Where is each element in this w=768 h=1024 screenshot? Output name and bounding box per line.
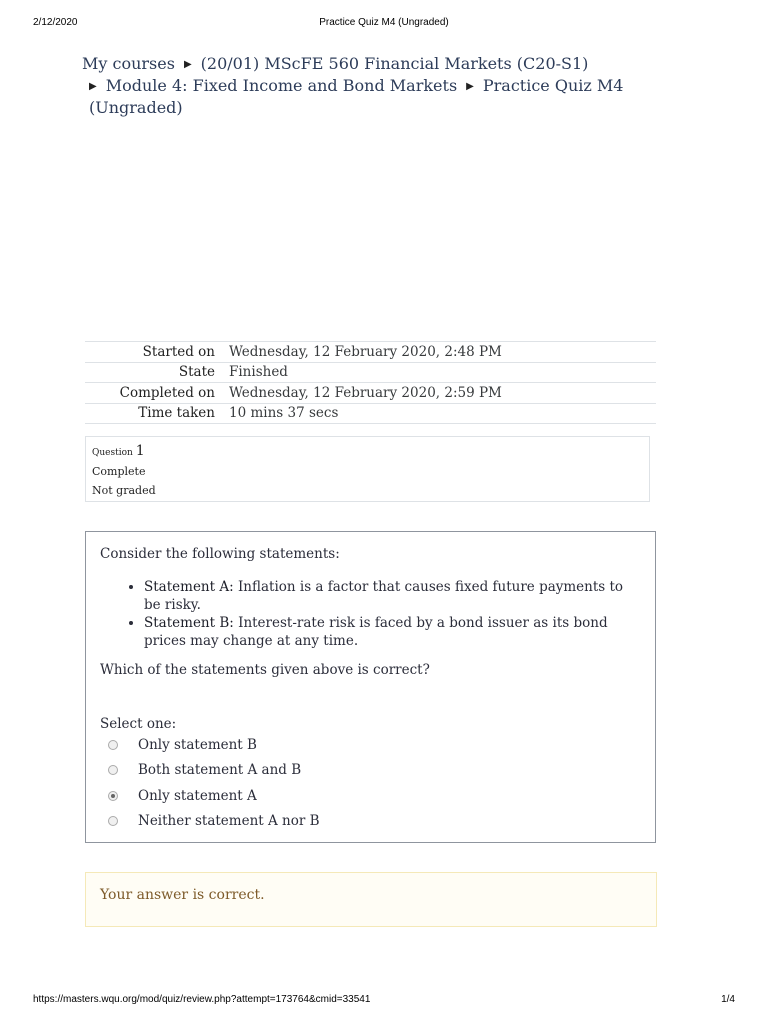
- breadcrumb-course[interactable]: (20/01) MScFE 560 Financial Markets (C20-S1): [200, 54, 589, 73]
- summary-row: [85, 403, 656, 424]
- summary-row: [85, 383, 656, 404]
- print-date: 2/12/2020: [33, 17, 78, 28]
- breadcrumb-separator-icon: ▶: [89, 81, 97, 92]
- statement-text: Inflation is a factor that causes fixed future payments to be risky.: [144, 579, 624, 613]
- breadcrumb-my-courses[interactable]: My courses: [82, 54, 175, 73]
- answer-option-label: Only statement A: [138, 787, 257, 804]
- statement-label: Statement B:: [144, 615, 234, 631]
- summary-value: Wednesday, 12 February 2020, 2:59 PM: [229, 383, 656, 404]
- breadcrumb-separator-icon: ▶: [183, 59, 192, 70]
- answer-options: [100, 732, 641, 834]
- answer-option-label: Both statement A and B: [138, 762, 302, 779]
- breadcrumb-separator-icon: ▶: [466, 81, 474, 92]
- answer-option[interactable]: [100, 809, 641, 835]
- summary-row: [85, 342, 656, 363]
- summary-label: Completed on: [85, 383, 229, 404]
- answer-feedback: Your answer is correct.: [85, 872, 657, 927]
- radio-button[interactable]: [108, 765, 118, 775]
- radio-button[interactable]: [108, 816, 118, 826]
- question-state: Complete: [92, 465, 146, 478]
- breadcrumb-module[interactable]: Module 4: Fixed Income and Bond Markets: [105, 76, 458, 95]
- breadcrumb-quiz[interactable]: Practice Quiz M4 (Ungraded): [89, 76, 624, 117]
- radio-button[interactable]: [108, 740, 118, 750]
- question-number-value: 1: [135, 443, 145, 459]
- attempt-summary-table: [85, 341, 656, 424]
- summary-label: Time taken: [85, 403, 229, 424]
- answer-option-label: Neither statement A nor B: [138, 813, 320, 830]
- answer-option[interactable]: [100, 732, 641, 758]
- statement-list: [100, 578, 641, 650]
- summary-row: [85, 362, 656, 383]
- answer-option-label: Only statement B: [138, 736, 257, 753]
- question-formulation: [85, 531, 656, 843]
- answer-option[interactable]: [100, 758, 641, 784]
- radio-button-selected[interactable]: [108, 791, 118, 801]
- question-info-box: [85, 436, 650, 502]
- summary-label: Started on: [85, 342, 229, 363]
- summary-value: Wednesday, 12 February 2020, 2:48 PM: [229, 342, 656, 363]
- statement-item: [144, 578, 641, 614]
- statement-item: [144, 614, 641, 650]
- answer-option[interactable]: [100, 783, 641, 809]
- statement-label: Statement A:: [144, 579, 234, 595]
- question-intro: Consider the following statements:: [100, 546, 340, 562]
- question-prompt: Which of the statements given above is correct?: [100, 662, 430, 678]
- question-label: Question: [92, 448, 133, 458]
- print-url: https://masters.wqu.org/mod/quiz/review.php?attempt=173764&cmid=33541: [33, 994, 371, 1005]
- summary-value: 10 mins 37 secs: [229, 403, 656, 424]
- select-one-label: Select one:: [100, 716, 177, 732]
- question-number: [92, 443, 649, 459]
- summary-value: Finished: [229, 362, 656, 383]
- print-page-number: 1/4: [721, 994, 735, 1005]
- breadcrumb: [82, 53, 722, 118]
- statement-text: Interest-rate risk is faced by a bond issuer as its bond prices may change at any time.: [144, 615, 608, 649]
- print-title: Practice Quiz M4 (Ungraded): [319, 17, 449, 28]
- question-grade: Not graded: [92, 484, 156, 497]
- summary-label: State: [85, 362, 229, 383]
